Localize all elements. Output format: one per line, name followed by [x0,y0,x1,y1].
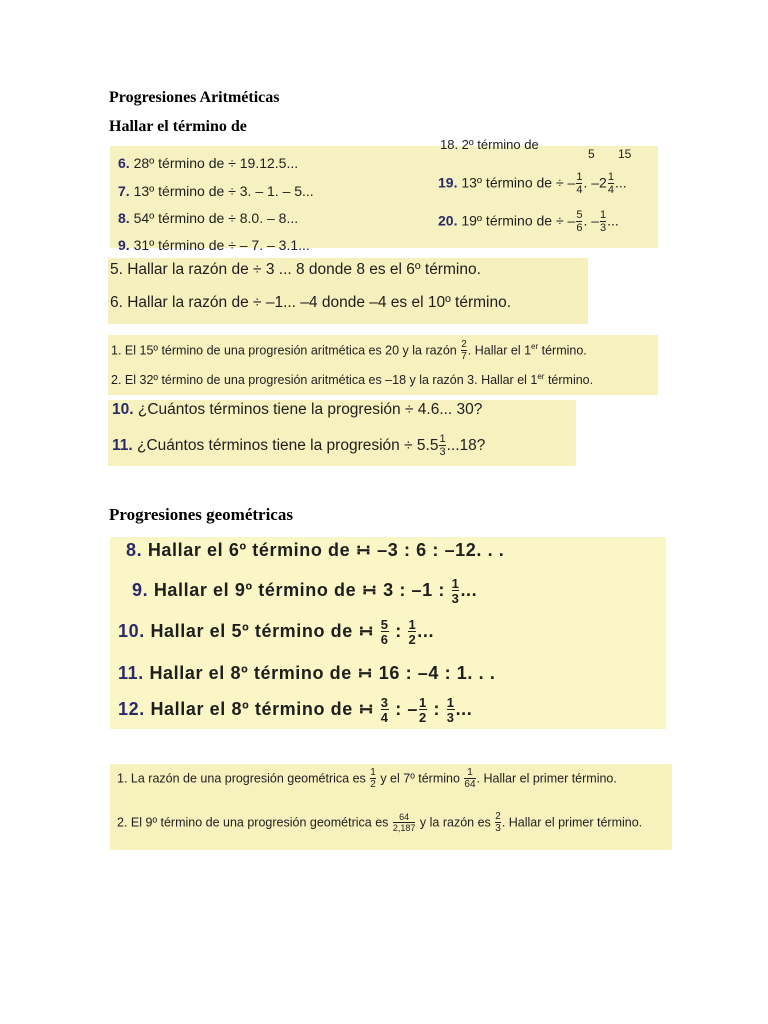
problem-ratio-5: 5. Hallar la razón de ÷ 3 ... 8 donde 8 es el 6º término. [110,261,481,278]
fraction: $\frac{1}{2}$ [370,767,376,790]
fraction: $\frac{5}{6}$ [380,617,389,647]
problem-text: 28º término de ÷ 19.12.5... [133,155,299,171]
cut-text-top: 18. 2º término de [440,137,539,152]
geo-problem-10: 10. Hallar el 5º término de ∺ $\frac{5}{6}$ : $\frac{1}{2}$ ... [118,617,435,647]
cut-fraction-den-2: 15 [618,147,632,161]
problem-ratio-6: 6. Hallar la razón de ÷ –1... –4 donde –4 es el 10º término. [110,294,512,311]
fraction: $\frac{1}{4}$ [576,171,583,196]
problem-number: 7. [118,183,130,199]
fraction: $\frac{1}{2}$ [419,695,427,725]
problem-20: 20. 19º término de ÷ – $\frac{5}{6}$ . – $\frac{1}{3}$ ... [438,209,619,234]
geo-problem-11: 11. Hallar el 8º término de ∺ 16 : –4 : 1. . . [118,663,496,683]
problem-text: 31º término de ÷ – 7. – 3.1... [133,237,310,253]
fraction: $\frac{2}{7}$ [461,339,467,362]
geo-problem-9: 9. Hallar el 9º término de ∺ 3 : –1 : $\frac{1}{3}$ ... [132,576,478,606]
fraction: $\frac{1}{3}$ [439,433,446,458]
fraction: $\frac{1}{4}$ [607,171,614,196]
problem-count-10: 10. ¿Cuántos términos tiene la progresión ÷ 4.6... 30? [112,401,483,418]
problem-count-11: 11. ¿Cuántos términos tiene la progresión ÷ 5.5 $\frac{1}{3}$ ...18? [112,433,486,458]
fraction: $\frac{64}{2,187}$ [392,812,416,833]
problem-9-cut [118,237,310,253]
fraction: $\frac{1}{3}$ [451,576,460,606]
geo-problem-8: 8. Hallar el 6º término de ∺ –3 : 6 : –12. . . [126,540,505,560]
fraction: $\frac{3}{4}$ [380,695,389,725]
scan-geometric [110,537,666,729]
scan-first-term [108,335,658,395]
heading-arithmetic: Progresiones Aritméticas [109,89,280,106]
problem-7 [118,183,314,199]
geo-problem-12: 12. Hallar el 8º término de ∺ $\frac{3}{4}$ : – $\frac{1}{2}$ : $\frac{1}{3}$ ... [118,695,473,725]
scan-ratio [108,258,588,324]
problem-first-1: 1. El 15º término de una progresión aritmética es 20 y la razón $\frac{2}{7}$ . Hallar el 1er término. [111,339,587,362]
problem-text: 13º término de ÷ – [461,174,576,191]
problem-number: 6. [118,155,130,171]
scan-arith-terms [110,137,658,253]
scan-count-terms [108,400,576,466]
fraction: $\frac{5}{6}$ [576,209,583,234]
problem-number: 8. [118,210,130,226]
fraction: $\frac{1}{3}$ [600,209,607,234]
problem-number: 20. [438,212,458,229]
heading-find-term: Hallar el término de [109,118,247,135]
problem-text: 54º término de ÷ 8.0. – 8... [133,210,299,226]
problem-6 [118,155,298,171]
problem-19: 19. 13º término de ÷ – $\frac{1}{4}$ . –2 $\frac{1}{4}$ ... [438,171,627,196]
geo-first-1: 1. La razón de una progresión geométrica es $\frac{1}{2}$ y el 7º término $\frac{1}{64}$ . Hallar el primer término. [117,767,617,790]
fraction: $\frac{2}{3}$ [495,811,501,834]
fraction: $\frac{1}{64}$ [464,767,476,790]
fraction: $\frac{1}{2}$ [408,617,417,647]
problem-8 [118,210,298,226]
problem-number: 9. [118,237,130,253]
problem-text: 19º término de ÷ – [461,212,576,229]
problem-number: 19. [438,174,458,191]
cut-fraction-den-1: 5 [588,147,595,161]
fraction: $\frac{1}{3}$ [446,695,455,725]
problem-first-2: 2. El 32º término de una progresión aritmética es –18 y la razón 3. Hallar el 1er término. [111,372,594,388]
problem-text: 13º término de ÷ 3. – 1. – 5... [133,183,314,199]
heading-geometric: Progresiones geométricas [109,505,293,524]
scan-geometric-first [110,764,672,850]
geo-first-2: 2. El 9º término de una progresión geométrica es $\frac{64}{2,187}$ y la razón es $\frac{2}{3}$ . Hallar el primer término. [117,811,643,834]
